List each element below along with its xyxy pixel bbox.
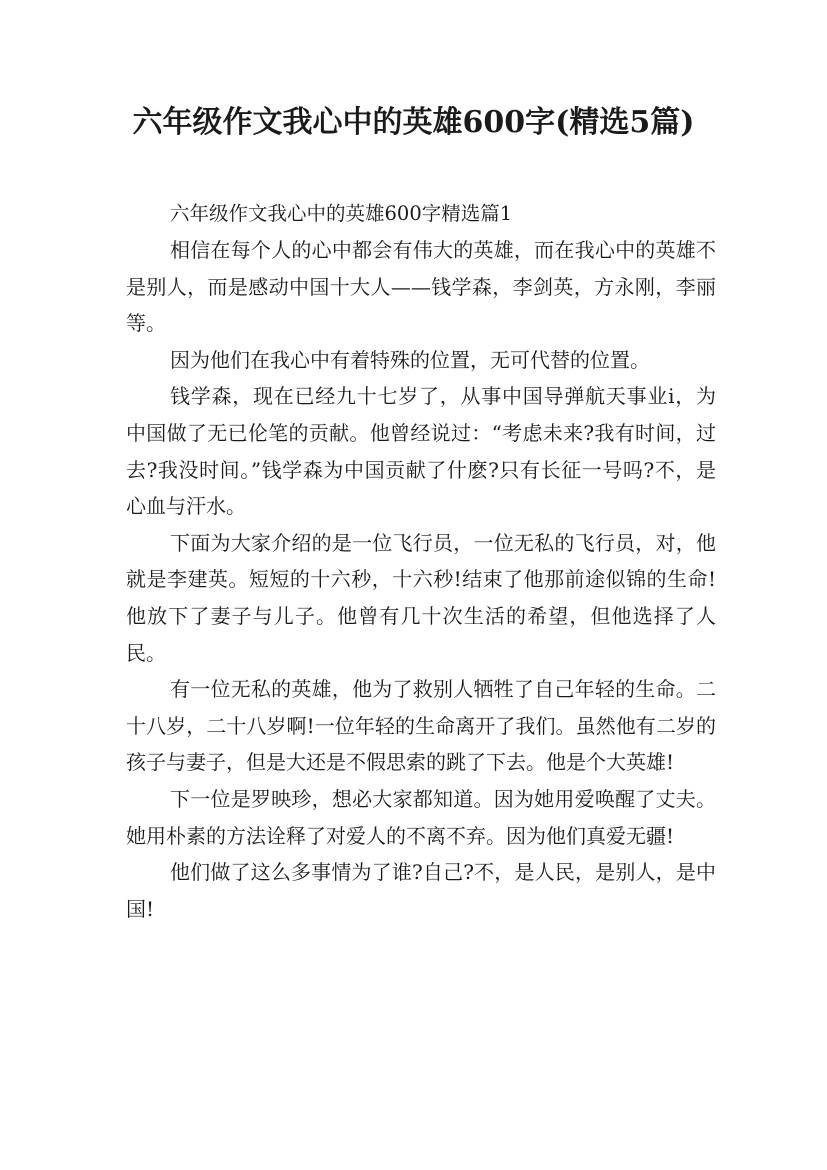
paragraph: 相信在每个人的心中都会有伟大的英雄，而在我心中的英雄不是别人，而是感动中国十大人——钱学森，李剑英，方永刚，李丽等。 bbox=[126, 238, 716, 336]
paragraph: 他们做了这么多事情为了谁?自己?不，是人民，是别人，是中国! bbox=[126, 860, 716, 921]
paragraph: 因为他们在我心中有着特殊的位置，无可代替的位置。 bbox=[170, 347, 650, 372]
paragraph: 有一位无私的英雄，他为了救别人牺牲了自己年轻的生命。二十八岁，二十八岁啊!一位年轻的生命离开了我们。虽然他有二岁的孩子与妻子，但是大还是不假思索的跳了下去。他是个大英雄! bbox=[126, 677, 716, 775]
paragraph: 下面为大家介绍的是一位飞行员，一位无私的飞行员，对，他就是李建英。短短的十六秒，十六秒!结束了他那前途似锦的生命!他放下了妻子与儿子。他曾有几十次生活的希望，但他选择了人民。 bbox=[126, 530, 716, 665]
document-body bbox=[126, 196, 716, 927]
section-heading: 六年级作文我心中的英雄600字精选篇1 bbox=[170, 202, 513, 225]
paragraph: 下一位是罗映珍，想必大家都知道。因为她用爱唤醒了丈夫。她用朴素的方法诠释了对爱人的不离不弃。因为他们真爱无疆! bbox=[126, 786, 716, 848]
paragraph: 钱学森，现在已经九十七岁了，从事中国导弹航天事业i，为中国做了无已伦笔的贡献。他曾经说过：“考虑未来?我有时间，过去?我没时间。”钱学森为中国贡献了什麽?只有长征一号吗?不，是心血与汗水。 bbox=[126, 384, 716, 519]
document-title: 六年级作文我心中的英雄600字(精选5篇) bbox=[132, 105, 695, 140]
